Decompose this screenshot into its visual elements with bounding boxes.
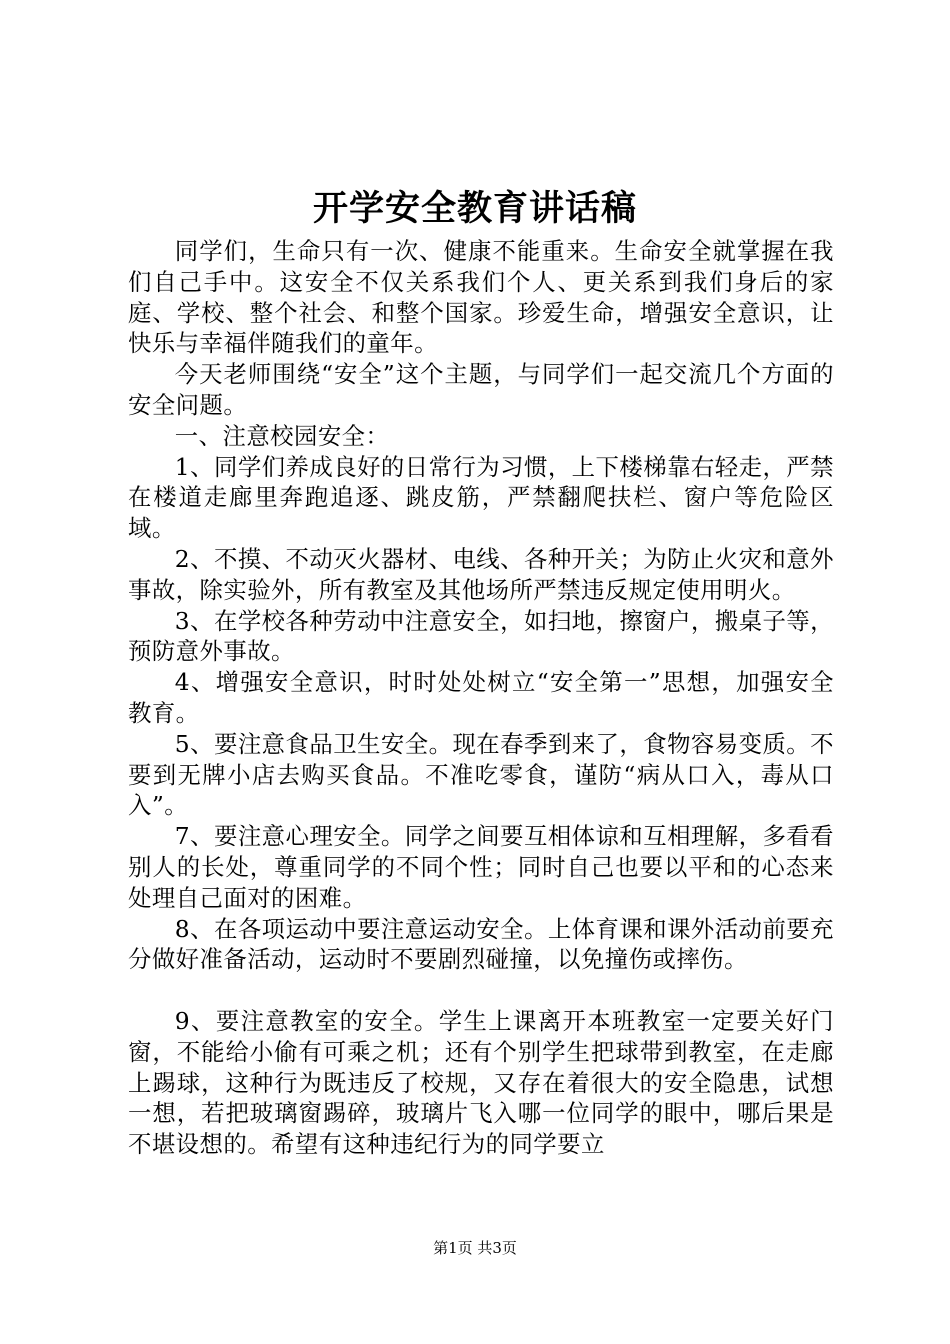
paragraph-item-8: 8、在各项运动中要注意运动安全。上体育课和课外活动前要充分做好准备活动，运动时不要剧烈碰撞，以免撞伤或摔伤。: [128, 914, 834, 974]
paragraph-item-2: 2、不摸、不动灭火器材、电线、各种开关；为防止火灾和意外事故，除实验外，所有教室及其他场所严禁违反规定使用明火。: [128, 544, 834, 604]
paragraph-item-4: 4、增强安全意识，时时处处树立“安全第一”思想，加强安全教育。: [128, 668, 834, 727]
paragraph-item-1: 1、同学们养成良好的日常行为习惯，上下楼梯靠右轻走，严禁在楼道走廊里奔跑追逐、跳皮筋，严禁翻爬扶栏、窗户等危险区域。: [128, 452, 834, 543]
document-title: 开学安全教育讲话稿: [312, 188, 637, 229]
paragraph-item-7: 7、要注意心理安全。同学之间要互相体谅和互相理解，多看看别人的长处，尊重同学的不同个性；同时自己也要以平和的心态来处理自己面对的困难。: [128, 822, 834, 912]
paragraph-intro: 同学们，生命只有一次、健康不能重来。生命安全就掌握在我们自己手中。这安全不仅关系我们个人、更关系到我们身后的家庭、学校、整个社会、和整个国家。珍爱生命，增强安全意识，让快乐与幸福伴随我们的童年。: [128, 237, 834, 358]
section-heading-campus-safety: 一、注意校园安全：: [174, 421, 390, 450]
paragraph-item-3: 3、在学校各种劳动中注意安全，如扫地，擦窗户，搬桌子等，预防意外事故。: [128, 606, 834, 666]
document-body: [128, 236, 834, 1160]
paragraph-topic: 今天老师围绕“安全”这个主题，与同学们一起交流几个方面的安全问题。: [128, 360, 834, 419]
paragraph-item-5: 5、要注意食品卫生安全。现在春季到来了，食物容易变质。不要到无牌小店去购买食品。不准吃零食，谨防“病从口入，毒从口入”。: [128, 729, 834, 820]
page-number-footer: 第1页 共3页: [433, 1239, 517, 1257]
paragraph-item-9: 9、要注意教室的安全。学生上课离开本班教室一定要关好门窗，不能给小偷有可乘之机；还有个别学生把球带到教室，在走廊上踢球，这种行为既违反了校规，又存在着很大的安全隐患，试想一想，若把玻璃窗踢碎，玻璃片飞入哪一位同学的眼中，哪后果是不堪设想的。希望有这种违纪行为的同学要立: [128, 1006, 834, 1159]
